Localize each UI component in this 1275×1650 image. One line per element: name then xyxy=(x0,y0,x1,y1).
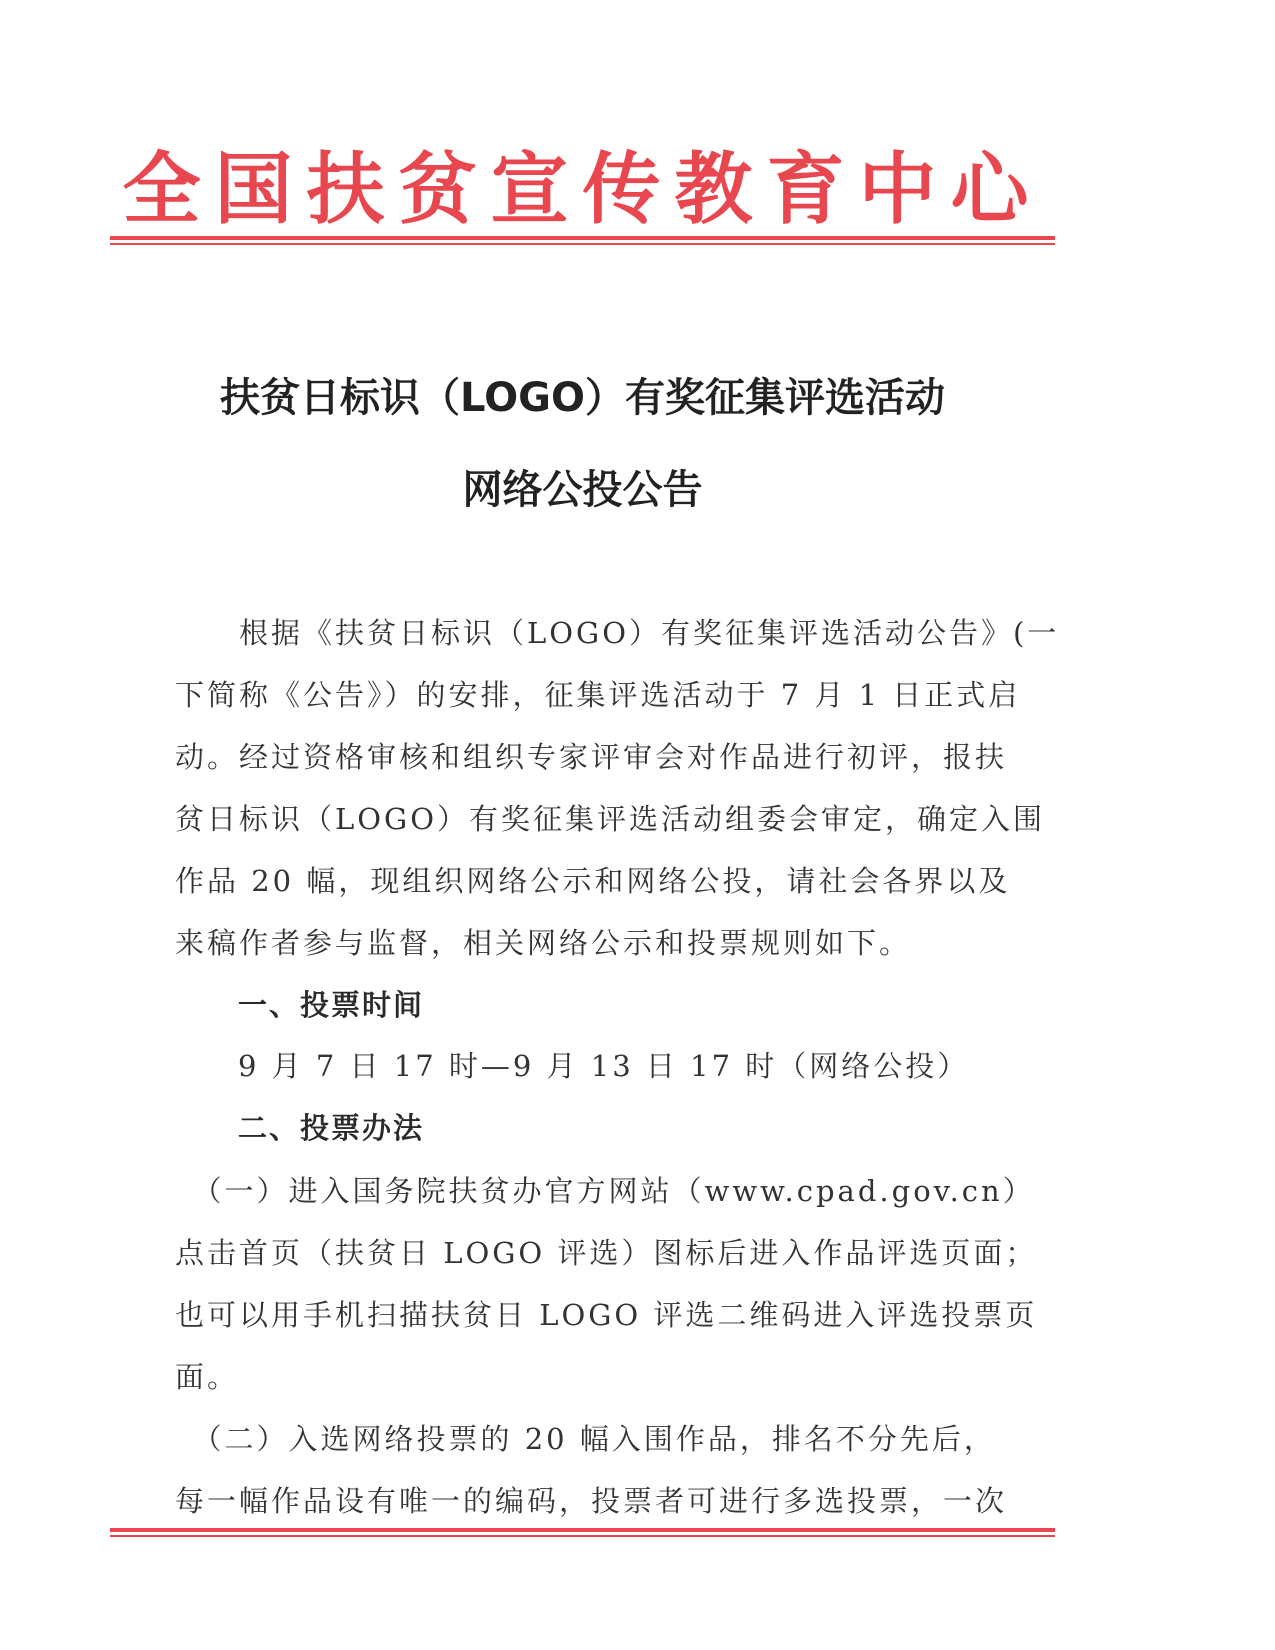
footer-rule-thin xyxy=(110,1535,1055,1537)
intro-line: 来稿作者参与监督，相关网络公示和投票规则如下。 xyxy=(175,926,912,960)
item-2-line: 每一幅作品设有唯一的编码，投票者可进行多选投票，一次 xyxy=(175,1484,1008,1518)
intro-line: 根据《扶贫日标识（LOGO）有奖征集评选活动公告》(一 xyxy=(175,616,1060,650)
footer-rule-thick xyxy=(110,1528,1055,1532)
document-title-line-1: 扶贫日标识（LOGO）有奖征集评选活动 xyxy=(220,375,945,421)
header-rule-thin xyxy=(110,243,1055,245)
item-1-line: （一）进入国务院扶贫办官方网站（www.cpad.gov.cn） xyxy=(175,1174,1035,1208)
section-heading-voting-time: 一、投票时间 xyxy=(238,988,425,1022)
item-1-line: 面。 xyxy=(175,1360,240,1394)
section-heading-voting-method: 二、投票办法 xyxy=(238,1111,425,1145)
intro-line: 下简称《公告》）的安排，征集评选活动于 7 月 1 日正式启 xyxy=(175,678,1021,712)
item-1-line: 点击首页（扶贫日 LOGO 评选）图标后进入作品评选页面； xyxy=(175,1236,1038,1270)
header-rule-thick xyxy=(110,236,1055,240)
item-2-line: （二）入选网络投票的 20 幅入围作品，排名不分先后， xyxy=(175,1422,996,1456)
item-1-line: 也可以用手机扫描扶贫日 LOGO 评选二维码进入评选投票页 xyxy=(175,1298,1038,1332)
voting-time-text: 9 月 7 日 17 时—9 月 13 日 17 时（网络公投） xyxy=(238,1049,970,1083)
document-title-line-2: 网络公投公告 xyxy=(462,467,703,513)
intro-line: 贫日标识（LOGO）有奖征集评选活动组委会审定，确定入围 xyxy=(175,802,1045,836)
organization-header: 全国扶贫宣传教育中心 xyxy=(122,144,1043,235)
intro-line: 作品 20 幅，现组织网络公示和网络公投，请社会各界以及 xyxy=(175,864,1011,898)
intro-line: 动。经过资格审核和组织专家评审会对作品进行初评，报扶 xyxy=(175,740,1008,774)
